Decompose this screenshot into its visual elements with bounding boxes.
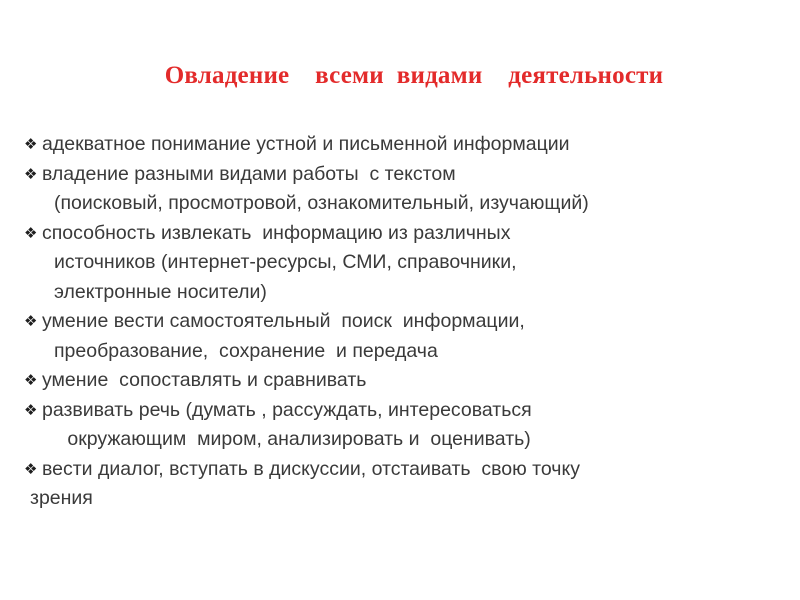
list-item xyxy=(24,307,784,337)
diamond-bullet-icon: ❖ xyxy=(24,460,38,478)
list-item-text: адекватное понимание устной и письменной информации xyxy=(42,133,570,155)
list-item-text: умение сопоставлять и сравнивать xyxy=(42,369,367,391)
list-item-text: способность извлекать информацию из различных xyxy=(42,221,511,244)
list-item-continuation: окружающим миром, анализировать и оценивать) xyxy=(62,428,531,450)
list-item-continuation: источников (интернет-ресурсы, СМИ, справочники, xyxy=(54,251,517,273)
list-item xyxy=(24,366,784,396)
diamond-bullet-icon: ❖ xyxy=(24,313,38,330)
list-item-continuation: электронные носители) xyxy=(54,280,267,303)
diamond-bullet-icon: ❖ xyxy=(24,165,38,183)
list-item-continuation: (поисковый, просмотровой, ознакомительный, изучающий) xyxy=(54,192,589,214)
bullet-list xyxy=(24,130,784,514)
list-item-continuation: преобразование, сохранение и передача xyxy=(54,339,438,362)
diamond-bullet-icon: ❖ xyxy=(24,372,38,389)
list-item xyxy=(24,455,784,485)
diamond-bullet-icon: ❖ xyxy=(24,224,38,242)
list-item-text: вести диалог, вступать в дискуссии, отстаивать свою точку xyxy=(42,457,580,480)
diamond-bullet-icon: ❖ xyxy=(24,401,38,419)
list-item xyxy=(24,396,784,426)
list-item xyxy=(24,160,784,190)
list-item-text: умение вести самостоятельный поиск информации, xyxy=(42,310,525,332)
slide-title: Овладение всеми видами деятельности xyxy=(164,62,664,89)
list-item xyxy=(24,219,784,249)
list-item-text: развивать речь (думать , рассуждать, интересоваться xyxy=(42,398,532,421)
list-item xyxy=(24,130,784,160)
list-item-continuation: зрения xyxy=(30,487,93,509)
list-item-text: владение разными видами работы с текстом xyxy=(42,162,456,185)
diamond-bullet-icon: ❖ xyxy=(24,136,38,153)
